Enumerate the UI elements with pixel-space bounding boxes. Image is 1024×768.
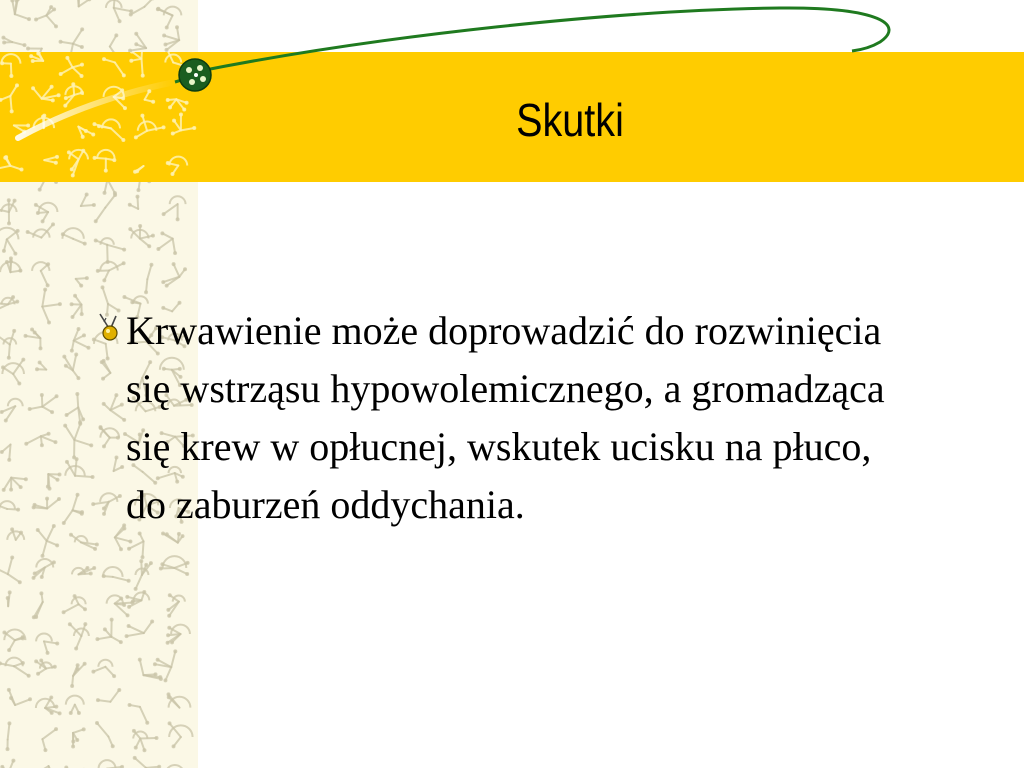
slide-title: Skutki [516, 94, 624, 146]
bullet-flower-icon [96, 312, 124, 342]
title-bar-pattern-overlay [0, 52, 198, 182]
bullet-text: Krwawienie może doprowadzić do rozwinięcia się wstrząsu hypowolemicznego, a gromadząca się krew w opłucnej, wskutek ucisku na płuco, do zaburzeń oddychania. [126, 308, 885, 527]
slide-content [96, 302, 896, 534]
